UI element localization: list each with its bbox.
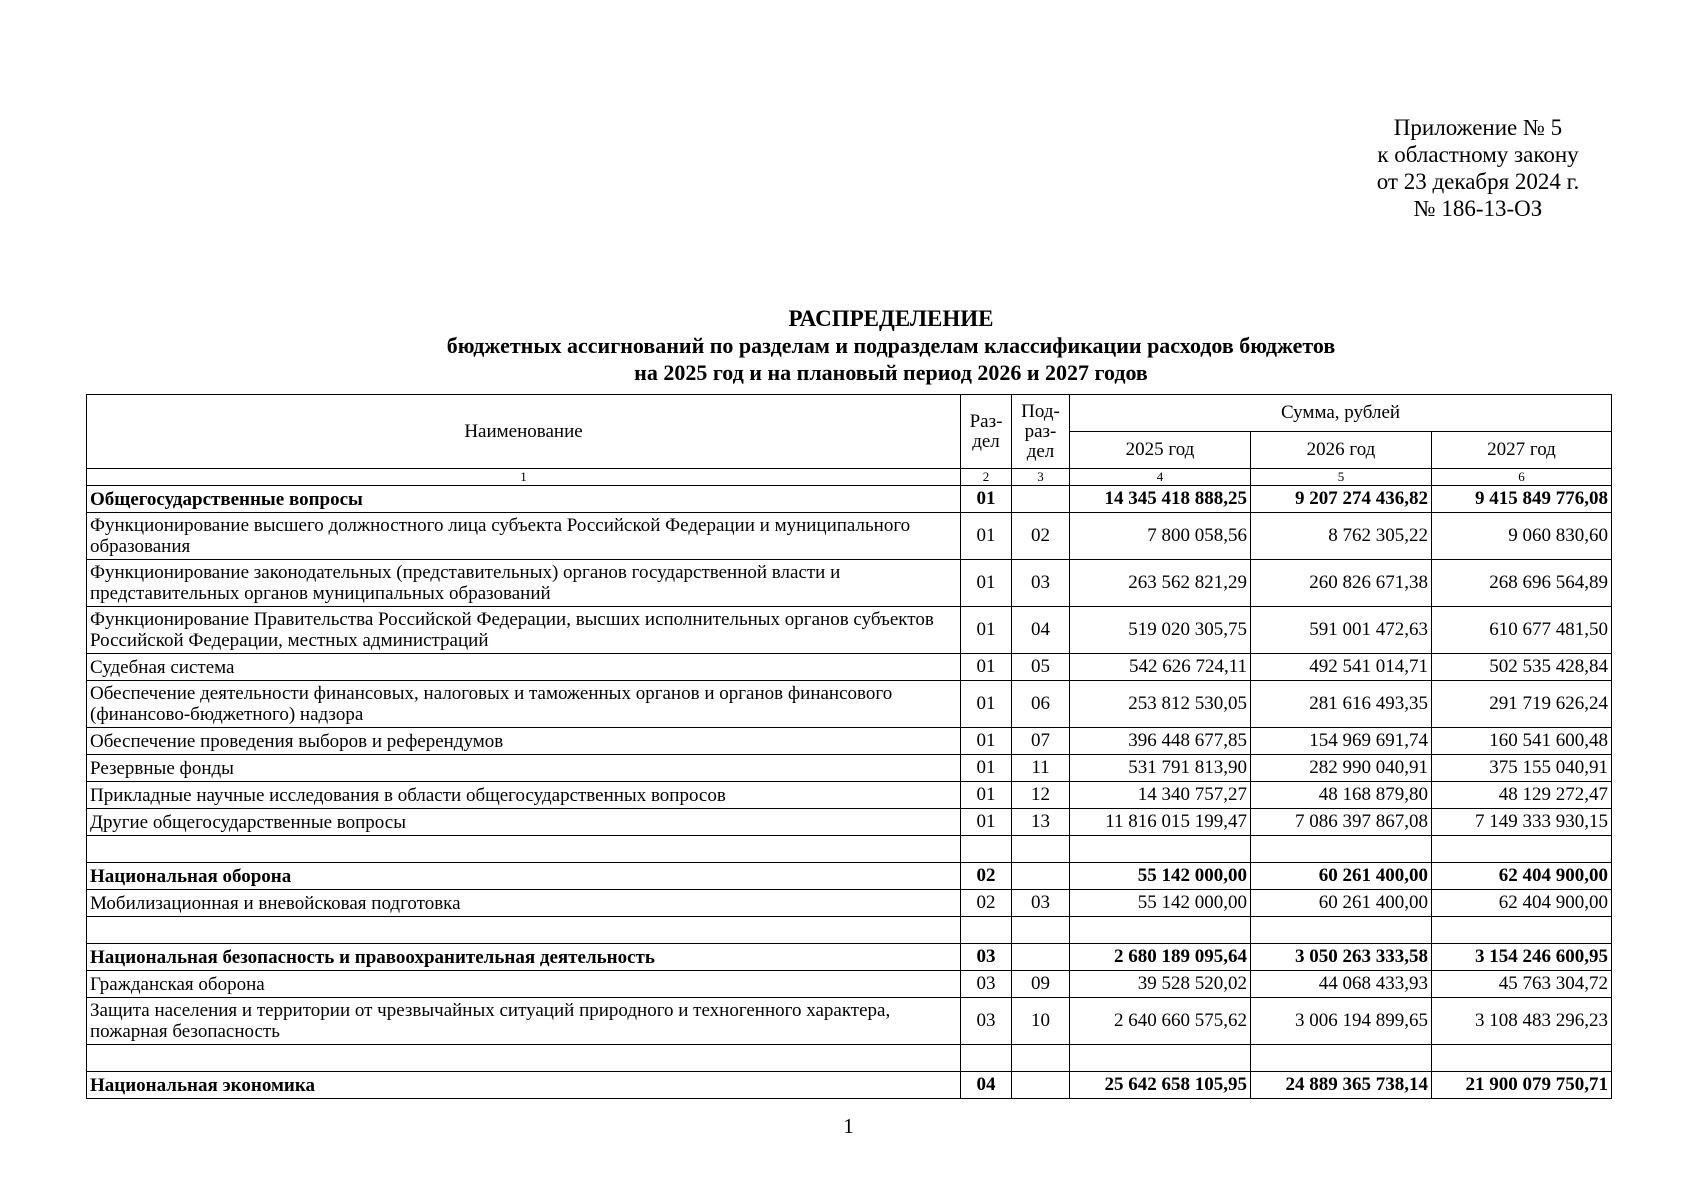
row-name: Национальная оборона [87, 863, 961, 890]
row-name: Гражданская оборона [87, 971, 961, 998]
row-razdel: 01 [961, 486, 1012, 513]
row-name: Мобилизационная и вневойсковая подготовка [87, 890, 961, 917]
row-podrazdel [1012, 863, 1070, 890]
appendix-law: к областному закону [1377, 142, 1579, 167]
row-2026: 3 050 263 333,58 [1251, 944, 1432, 971]
row-name: Резервные фонды [87, 755, 961, 782]
column-number: 1 [87, 469, 961, 486]
row-razdel: 01 [961, 607, 1012, 654]
row-razdel: 03 [961, 998, 1012, 1045]
row-2026: 3 006 194 899,65 [1251, 998, 1432, 1045]
row-podrazdel: 11 [1012, 755, 1070, 782]
empty-row [87, 836, 1612, 863]
row-razdel: 02 [961, 863, 1012, 890]
row-2025: 55 142 000,00 [1070, 863, 1251, 890]
table-row [87, 1072, 1612, 1099]
column-number-row [87, 469, 1612, 486]
row-name: Судебная система [87, 654, 961, 681]
row-razdel: 01 [961, 755, 1012, 782]
table-row [87, 971, 1612, 998]
row-2026: 591 001 472,63 [1251, 607, 1432, 654]
empty-row [87, 917, 1612, 944]
table-row [87, 890, 1612, 917]
row-2027: 48 129 272,47 [1432, 782, 1612, 809]
column-number: 3 [1012, 469, 1070, 486]
row-2027: 9 415 849 776,08 [1432, 486, 1612, 513]
row-2026: 260 826 671,38 [1251, 560, 1432, 607]
row-podrazdel: 06 [1012, 681, 1070, 728]
row-2025: 25 642 658 105,95 [1070, 1072, 1251, 1099]
page-number: 1 [843, 1114, 854, 1138]
row-2026: 492 541 014,71 [1251, 654, 1432, 681]
row-razdel: 01 [961, 513, 1012, 560]
table-row [87, 944, 1612, 971]
row-2026: 48 168 879,80 [1251, 782, 1432, 809]
table-row [87, 755, 1612, 782]
row-name: Общегосударственные вопросы [87, 486, 961, 513]
header-sum: Сумма, рублей [1070, 395, 1612, 432]
row-2025: 14 340 757,27 [1070, 782, 1251, 809]
row-name: Обеспечение деятельности финансовых, налоговых и таможенных органов и органов финансового (финансово-бюджетного) надзора [87, 681, 961, 728]
column-number: 2 [961, 469, 1012, 486]
appendix-number: № 186-13-ОЗ [1413, 196, 1543, 221]
table-row [87, 654, 1612, 681]
row-2026: 9 207 274 436,82 [1251, 486, 1432, 513]
row-name: Другие общегосударственные вопросы [87, 809, 961, 836]
header-name: Наименование [87, 395, 961, 469]
row-podrazdel [1012, 1072, 1070, 1099]
row-2025: 7 800 058,56 [1070, 513, 1251, 560]
table-row [87, 681, 1612, 728]
row-2027: 502 535 428,84 [1432, 654, 1612, 681]
header-razdel: Раз- дел [961, 395, 1012, 469]
title-line-3: на 2025 год и на плановый период 2026 и 2027 годов [634, 360, 1148, 385]
row-razdel: 01 [961, 809, 1012, 836]
table-row [87, 513, 1612, 560]
row-podrazdel: 12 [1012, 782, 1070, 809]
row-2025: 14 345 418 888,25 [1070, 486, 1251, 513]
row-2025: 542 626 724,11 [1070, 654, 1251, 681]
row-2027: 62 404 900,00 [1432, 890, 1612, 917]
table-row [87, 998, 1612, 1045]
row-podrazdel: 02 [1012, 513, 1070, 560]
row-2026: 60 261 400,00 [1251, 863, 1432, 890]
row-2025: 2 680 189 095,64 [1070, 944, 1251, 971]
row-razdel: 01 [961, 654, 1012, 681]
table-row [87, 560, 1612, 607]
row-2025: 55 142 000,00 [1070, 890, 1251, 917]
row-podrazdel [1012, 944, 1070, 971]
row-name: Обеспечение проведения выборов и референдумов [87, 728, 961, 755]
row-podrazdel: 13 [1012, 809, 1070, 836]
row-2027: 375 155 040,91 [1432, 755, 1612, 782]
header-2025: 2025 год [1070, 432, 1251, 469]
row-2026: 44 068 433,93 [1251, 971, 1432, 998]
row-2026: 24 889 365 738,14 [1251, 1072, 1432, 1099]
row-name: Прикладные научные исследования в области общегосударственных вопросов [87, 782, 961, 809]
row-name: Защита населения и территории от чрезвычайных ситуаций природного и техногенного характера, пожарная безопасность [87, 998, 961, 1045]
row-2027: 268 696 564,89 [1432, 560, 1612, 607]
row-podrazdel: 10 [1012, 998, 1070, 1045]
header-2026: 2026 год [1251, 432, 1432, 469]
row-podrazdel: 09 [1012, 971, 1070, 998]
row-2025: 2 640 660 575,62 [1070, 998, 1251, 1045]
column-number: 4 [1070, 469, 1251, 486]
row-razdel: 01 [961, 560, 1012, 607]
title-line-1: РАСПРЕДЕЛЕНИЕ [788, 306, 994, 331]
row-name: Функционирование законодательных (представительных) органов государственной власти и представительных органов муниципальных образований [87, 560, 961, 607]
row-2025: 396 448 677,85 [1070, 728, 1251, 755]
row-podrazdel: 07 [1012, 728, 1070, 755]
row-2027: 3 154 246 600,95 [1432, 944, 1612, 971]
empty-row [87, 1045, 1612, 1072]
row-2026: 282 990 040,91 [1251, 755, 1432, 782]
row-2027: 160 541 600,48 [1432, 728, 1612, 755]
title-line-2: бюджетных ассигнований по разделам и подразделам классификации расходов бюджетов [446, 333, 1336, 358]
document-title [86, 305, 1696, 386]
row-podrazdel: 05 [1012, 654, 1070, 681]
row-name: Функционирование Правительства Российской Федерации, высших исполнительных органов субъектов Российской Федерации, местных администраций [87, 607, 961, 654]
row-podrazdel: 04 [1012, 607, 1070, 654]
row-razdel: 01 [961, 782, 1012, 809]
row-name: Функционирование высшего должностного лица субъекта Российской Федерации и муниципального образования [87, 513, 961, 560]
row-2025: 39 528 520,02 [1070, 971, 1251, 998]
row-2026: 60 261 400,00 [1251, 890, 1432, 917]
row-razdel: 01 [961, 681, 1012, 728]
row-2025: 253 812 530,05 [1070, 681, 1251, 728]
table-row [87, 809, 1612, 836]
budget-table [86, 394, 1612, 1099]
appendix-block [1368, 114, 1588, 222]
row-2027: 21 900 079 750,71 [1432, 1072, 1612, 1099]
row-razdel: 03 [961, 944, 1012, 971]
row-razdel: 02 [961, 890, 1012, 917]
row-2027: 62 404 900,00 [1432, 863, 1612, 890]
row-name: Национальная безопасность и правоохранительная деятельность [87, 944, 961, 971]
column-number: 6 [1432, 469, 1612, 486]
row-2025: 11 816 015 199,47 [1070, 809, 1251, 836]
row-2026: 154 969 691,74 [1251, 728, 1432, 755]
table-row [87, 486, 1612, 513]
row-2027: 45 763 304,72 [1432, 971, 1612, 998]
header-2027: 2027 год [1432, 432, 1612, 469]
row-razdel: 03 [961, 971, 1012, 998]
row-2026: 7 086 397 867,08 [1251, 809, 1432, 836]
row-2025: 519 020 305,75 [1070, 607, 1251, 654]
row-razdel: 04 [961, 1072, 1012, 1099]
row-podrazdel: 03 [1012, 890, 1070, 917]
row-razdel: 01 [961, 728, 1012, 755]
row-2027: 3 108 483 296,23 [1432, 998, 1612, 1045]
row-2026: 8 762 305,22 [1251, 513, 1432, 560]
appendix-title: Приложение № 5 [1393, 115, 1563, 140]
table-row [87, 607, 1612, 654]
row-2027: 7 149 333 930,15 [1432, 809, 1612, 836]
header-podrazdel: Под- раз- дел [1012, 395, 1070, 469]
row-podrazdel: 03 [1012, 560, 1070, 607]
table-row [87, 782, 1612, 809]
row-2027: 9 060 830,60 [1432, 513, 1612, 560]
row-name: Национальная экономика [87, 1072, 961, 1099]
column-number: 5 [1251, 469, 1432, 486]
row-podrazdel [1012, 486, 1070, 513]
row-2027: 291 719 626,24 [1432, 681, 1612, 728]
row-2026: 281 616 493,35 [1251, 681, 1432, 728]
row-2025: 531 791 813,90 [1070, 755, 1251, 782]
row-2027: 610 677 481,50 [1432, 607, 1612, 654]
appendix-date: от 23 декабря 2024 г. [1376, 169, 1580, 194]
table-row [87, 728, 1612, 755]
row-2025: 263 562 821,29 [1070, 560, 1251, 607]
table-row [87, 863, 1612, 890]
